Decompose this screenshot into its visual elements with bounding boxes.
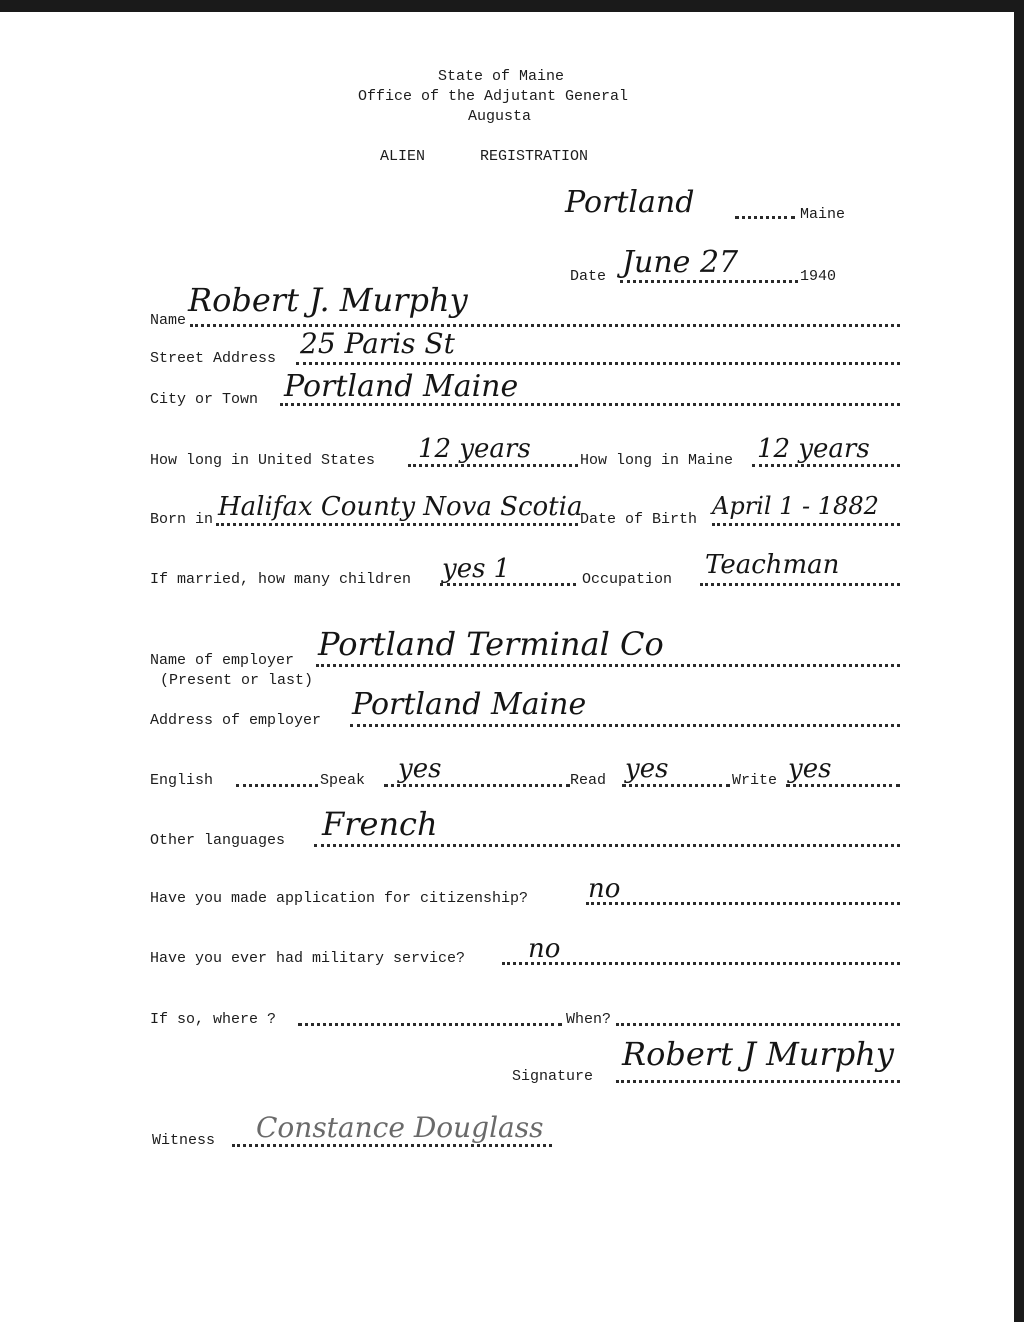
street-dots — [296, 362, 900, 365]
speak-dots — [384, 784, 570, 787]
how-long-us-value: 12 years — [418, 434, 531, 464]
name-dots — [190, 324, 900, 327]
born-in-dots — [216, 523, 578, 526]
speak-value: yes — [398, 754, 442, 784]
dob-value: April 1 - 1882 — [712, 492, 879, 520]
english-dots — [236, 784, 318, 787]
citizenship-label: Have you made application for citizenship? — [150, 890, 529, 907]
street-label: Street Address — [150, 350, 277, 367]
citizenship-value: no — [588, 874, 621, 904]
how-long-us-dots — [408, 464, 578, 467]
city-value: Portland Maine — [284, 369, 519, 404]
military-dots — [502, 962, 900, 965]
employer-address-value: Portland Maine — [352, 687, 587, 722]
employer-note: (Present or last) — [160, 672, 314, 689]
children-dots — [440, 583, 576, 586]
scan-border-right — [1014, 0, 1024, 1322]
when-dots — [616, 1023, 900, 1026]
employer-address-dots — [350, 724, 900, 727]
if-so-where-dots — [298, 1023, 562, 1026]
read-dots — [622, 784, 730, 787]
born-in-label: Born in — [150, 511, 214, 528]
military-value: no — [528, 934, 561, 964]
witness-value: Constance Douglass — [256, 1111, 544, 1144]
speak-label: Speak — [320, 772, 366, 789]
name-value: Robert J. Murphy — [188, 281, 468, 319]
if-so-where-label: If so, where ? — [150, 1011, 277, 1028]
other-languages-value: French — [322, 805, 438, 843]
header-state: State of Maine — [438, 68, 565, 85]
scan-border-top — [0, 0, 1024, 12]
read-value: yes — [625, 754, 669, 784]
signature-label: Signature — [512, 1068, 594, 1085]
how-long-maine-value: 12 years — [757, 434, 870, 464]
born-in-value: Halifax County Nova Scotia — [218, 492, 583, 522]
employer-label: Name of employer — [150, 652, 295, 669]
witness-dots — [232, 1144, 552, 1147]
employer-address-label: Address of employer — [150, 712, 322, 729]
citizenship-dots — [586, 902, 900, 905]
children-value: yes 1 — [442, 554, 511, 584]
write-label: Write — [732, 772, 778, 789]
how-long-us-label: How long in United States — [150, 452, 376, 469]
other-languages-label: Other languages — [150, 832, 286, 849]
header-office: Office of the Adjutant General — [358, 88, 629, 105]
name-label: Name — [150, 312, 187, 329]
occupation-label: Occupation — [582, 571, 673, 588]
dob-dots — [712, 523, 900, 526]
place-dots — [735, 216, 795, 219]
title-alien: ALIEN — [380, 148, 426, 165]
title-registration: REGISTRATION — [480, 148, 589, 165]
city-label: City or Town — [150, 391, 259, 408]
signature-value: Robert J Murphy — [622, 1035, 894, 1073]
witness-label: Witness — [152, 1132, 216, 1149]
read-label: Read — [570, 772, 607, 789]
employer-value: Portland Terminal Co — [318, 625, 664, 663]
military-label: Have you ever had military service? — [150, 950, 466, 967]
dob-label: Date of Birth — [580, 511, 698, 528]
street-value: 25 Paris St — [300, 327, 455, 360]
write-dots — [786, 784, 900, 787]
write-value: yes — [788, 754, 832, 784]
date-year: 1940 — [800, 268, 837, 285]
date-label: Date — [570, 268, 607, 285]
occupation-value: Teachman — [705, 550, 840, 580]
children-label: If married, how many children — [150, 571, 412, 588]
employer-dots — [316, 664, 900, 667]
place-city-value: Portland — [565, 185, 695, 220]
when-label: When? — [566, 1011, 612, 1028]
occupation-dots — [700, 583, 900, 586]
place-state: Maine — [800, 206, 846, 223]
header-city: Augusta — [468, 108, 532, 125]
city-dots — [280, 403, 900, 406]
signature-dots — [616, 1080, 900, 1083]
other-languages-dots — [314, 844, 900, 847]
date-dots — [620, 280, 798, 283]
how-long-maine-dots — [752, 464, 900, 467]
date-value: June 27 — [622, 245, 739, 280]
how-long-maine-label: How long in Maine — [580, 452, 734, 469]
english-label: English — [150, 772, 214, 789]
